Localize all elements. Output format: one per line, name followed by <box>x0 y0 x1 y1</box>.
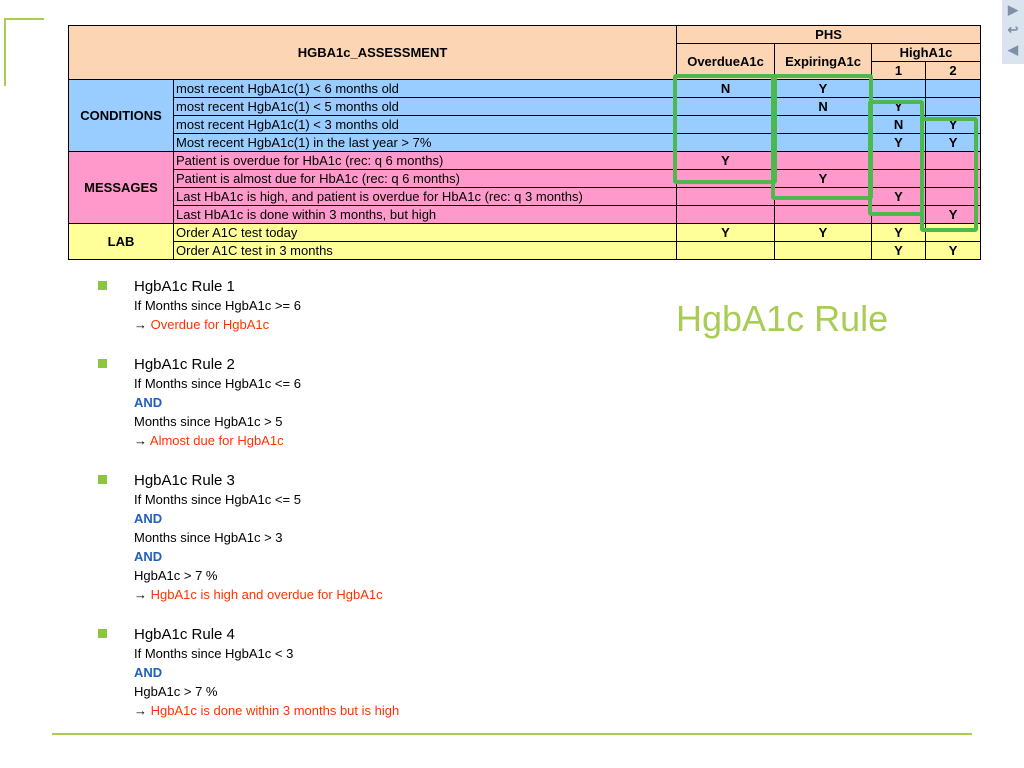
rule-condition: HgbA1c > 7 % <box>134 568 218 583</box>
rule-result <box>134 315 658 334</box>
cell-high-1: N <box>872 116 926 134</box>
overdue-header: OverdueA1c <box>677 44 775 80</box>
rule-result-text: Almost due for HgbA1c <box>149 433 284 448</box>
cell-high-1 <box>872 80 926 98</box>
highlight-box-rule-1 <box>673 74 777 184</box>
rule-condition: HgbA1c > 7 % <box>134 684 218 699</box>
rule-item <box>98 355 658 450</box>
row-label: Order A1C test today <box>174 224 677 242</box>
cell-overdue <box>677 206 775 224</box>
cell-high-2: Y <box>926 242 981 260</box>
rule-item <box>98 277 658 334</box>
return-icon[interactable]: ↩ <box>1007 22 1019 37</box>
table-title: HGBA1c_ASSESSMENT <box>69 26 677 80</box>
rule-item <box>98 471 658 604</box>
rule-title: HgbA1c Rule 1 <box>134 278 235 295</box>
back-icon[interactable]: ◀ <box>1008 42 1018 57</box>
highlight-box-rule-4 <box>920 117 978 232</box>
messages-group-label: MESSAGES <box>69 152 174 224</box>
rule-result-text: Overdue for HgbA1c <box>150 317 270 332</box>
bullet-icon <box>98 359 107 368</box>
row-label: Patient is almost due for HbA1c (rec: q 6 months) <box>174 170 677 188</box>
cell-high-2 <box>926 80 981 98</box>
expiring-header: ExpiringA1c <box>775 44 872 80</box>
cell-high-2: Y <box>926 206 981 224</box>
table-row <box>69 224 981 242</box>
bullet-icon <box>98 475 107 484</box>
rule-and: AND <box>134 511 163 526</box>
row-label: Order A1C test in 3 months <box>174 242 677 260</box>
conditions-group-label: CONDITIONS <box>69 80 174 152</box>
cell-high-2: Y <box>926 134 981 152</box>
corner-line-top <box>4 18 44 20</box>
cell-overdue: Y <box>677 152 775 170</box>
bullet-icon <box>98 281 107 290</box>
phs-header: PHS <box>677 26 981 44</box>
table-row <box>69 206 981 224</box>
forward-icon[interactable]: ▶ <box>1008 2 1018 17</box>
arrow-icon: → <box>134 703 147 718</box>
rule-title: HgbA1c Rule 2 <box>134 356 235 373</box>
cell-expiring <box>775 206 872 224</box>
rule-title: HgbA1c Rule 4 <box>134 626 235 643</box>
row-label: most recent HgbA1c(1) < 6 months old <box>174 80 677 98</box>
rule-condition: Months since HgbA1c > 5 <box>134 414 283 429</box>
slide-nav <box>1002 0 1024 64</box>
cell-expiring: N <box>775 98 872 116</box>
rule-and: AND <box>134 665 163 680</box>
row-label: Last HbA1c is high, and patient is overdue for HbA1c (rec: q 3 months) <box>174 188 677 206</box>
cell-expiring: Y <box>775 224 872 242</box>
rule-condition: If Months since HgbA1c <= 5 <box>134 492 301 507</box>
cell-overdue <box>677 242 775 260</box>
high-header: HighA1c <box>872 44 981 62</box>
arrow-icon: → <box>134 433 147 448</box>
high-1-header: 1 <box>872 62 926 80</box>
cell-high-2 <box>926 98 981 116</box>
row-label: Last HbA1c is done within 3 months, but high <box>174 206 677 224</box>
rule-title: HgbA1c Rule 3 <box>134 472 235 489</box>
cell-high-1: Y <box>872 224 926 242</box>
rule-condition: If Months since HgbA1c < 3 <box>134 646 294 661</box>
rule-and: AND <box>134 395 163 410</box>
rule-result-text: HgbA1c is high and overdue for HgbA1c <box>150 587 383 602</box>
highlight-box-rule-2 <box>771 74 873 200</box>
bullet-icon <box>98 629 107 638</box>
rules-list <box>98 277 658 741</box>
cell-high-1: Y <box>872 242 926 260</box>
row-label: Patient is overdue for HbA1c (rec: q 6 months) <box>174 152 677 170</box>
arrow-icon: → <box>134 317 147 332</box>
cell-high-1: Y <box>872 188 926 206</box>
high-2-header: 2 <box>926 62 981 80</box>
rule-and: AND <box>134 549 163 564</box>
rule-condition: If Months since HgbA1c >= 6 <box>134 298 301 313</box>
table-row <box>69 242 981 260</box>
slide-title: HgbA1c Rule <box>676 298 889 339</box>
cell-overdue: N <box>677 80 775 98</box>
lab-group-label: LAB <box>69 224 174 260</box>
rule-result <box>134 585 658 604</box>
rule-result <box>134 701 658 720</box>
corner-line-left <box>4 18 6 86</box>
row-label: most recent HgbA1c(1) < 5 months old <box>174 98 677 116</box>
highlight-box-rule-3 <box>868 100 924 216</box>
row-label: most recent HgbA1c(1) < 3 months old <box>174 116 677 134</box>
row-label: Most recent HgbA1c(1) in the last year > 7% <box>174 134 677 152</box>
rule-result-text: HgbA1c is done within 3 months but is high <box>150 703 400 718</box>
cell-high-1: Y <box>872 134 926 152</box>
cell-overdue: Y <box>677 224 775 242</box>
cell-overdue <box>677 188 775 206</box>
rule-condition: If Months since HgbA1c <= 6 <box>134 376 301 391</box>
cell-expiring <box>775 242 872 260</box>
rule-condition: Months since HgbA1c > 3 <box>134 530 283 545</box>
rule-result <box>134 431 658 450</box>
cell-high-1: Y <box>872 98 926 116</box>
rule-item <box>98 625 658 720</box>
arrow-icon: → <box>134 587 147 602</box>
cell-expiring: Y <box>775 80 872 98</box>
cell-expiring: Y <box>775 170 872 188</box>
cell-high-2: Y <box>926 116 981 134</box>
